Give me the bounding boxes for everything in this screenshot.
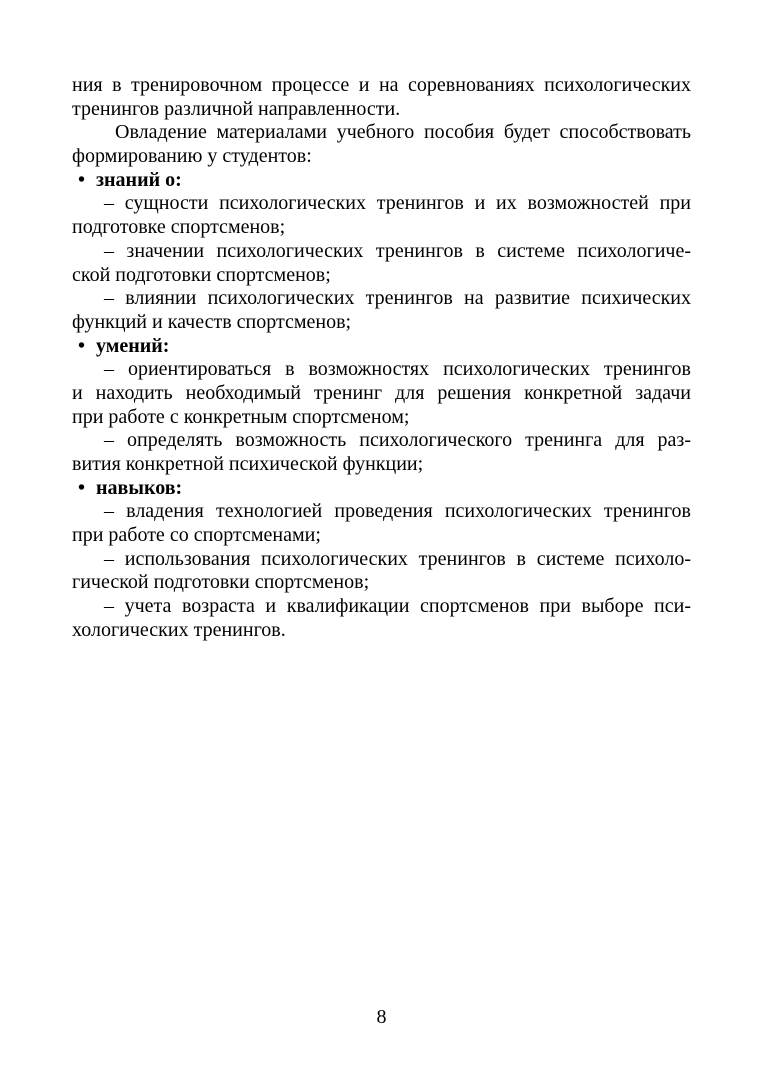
text-line bbox=[72, 500, 691, 524]
bullet-icon: • bbox=[78, 168, 86, 191]
text-line bbox=[72, 145, 691, 169]
text-line bbox=[72, 98, 691, 122]
bullet-icon: • bbox=[78, 476, 86, 499]
text-line-content: – использования психологических тренингов в системе психоло- bbox=[104, 547, 691, 570]
bullet-icon: • bbox=[78, 334, 86, 357]
text-line-content: тренингов различной направленности. bbox=[72, 97, 401, 120]
bullet-item-header bbox=[72, 335, 691, 359]
text-line-content: подготовке спортсменов; bbox=[72, 216, 286, 239]
text-line-content: гической подготовки спортсменов; bbox=[72, 571, 370, 594]
text-line bbox=[72, 74, 691, 98]
text-line bbox=[72, 192, 691, 216]
text-line bbox=[72, 358, 691, 382]
text-line-content: ния в тренировочном процессе и на соревнованиях психологических bbox=[72, 74, 691, 96]
text-line-content: при работе со спортсменами; bbox=[72, 524, 321, 547]
text-line-content: – ориентироваться в возможностях психологических тренингов bbox=[104, 358, 691, 381]
text-line-content: при работе с конкретным спортсменом; bbox=[72, 405, 410, 428]
page-number: 8 bbox=[376, 1006, 387, 1028]
text-line bbox=[72, 429, 691, 453]
text-line bbox=[72, 595, 691, 619]
text-line-content: – владения технологией проведения психологических тренингов bbox=[104, 500, 691, 523]
text-line-content: – влиянии психологических тренингов на развитие психических bbox=[104, 287, 691, 310]
bullet-item-header bbox=[72, 169, 691, 193]
bullet-item-label: умений: bbox=[96, 334, 170, 357]
text-line bbox=[72, 571, 691, 595]
text-line-content: функций и качеств спортсменов; bbox=[72, 310, 352, 333]
text-line-content: хологических тренингов. bbox=[72, 618, 286, 641]
bullet-item-label: знаний о: bbox=[96, 168, 182, 191]
page-footer bbox=[0, 1006, 763, 1030]
text-line bbox=[72, 453, 691, 477]
text-line bbox=[72, 524, 691, 548]
text-line-content: – учета возраста и квалификации спортсменов при выборе пси- bbox=[104, 595, 691, 618]
bullet-item-header bbox=[72, 477, 691, 501]
text-line bbox=[72, 287, 691, 311]
bullet-item-label: навыков: bbox=[96, 476, 183, 499]
text-line bbox=[72, 264, 691, 288]
text-line-content: и находить необходимый тренинг для решения конкретной задачи bbox=[72, 381, 691, 404]
text-block bbox=[72, 74, 691, 643]
text-line bbox=[72, 619, 691, 643]
text-line-content: ской подготовки спортсменов; bbox=[72, 263, 331, 286]
text-line-content: – определять возможность психологического тренинга для раз- bbox=[104, 429, 691, 452]
text-line bbox=[72, 548, 691, 572]
text-line bbox=[72, 121, 691, 145]
text-line bbox=[72, 311, 691, 335]
text-line bbox=[72, 216, 691, 240]
text-line bbox=[72, 382, 691, 406]
text-line-content: Овладение материалами учебного пособия будет способствовать bbox=[115, 121, 691, 144]
text-line-content: вития конкретной психической функции; bbox=[72, 453, 424, 475]
text-line bbox=[72, 406, 691, 430]
text-line-content: – сущности психологических тренингов и их возможностей при bbox=[104, 192, 691, 215]
text-line bbox=[72, 240, 691, 264]
text-line-content: – значении психологических тренингов в системе психологиче- bbox=[104, 239, 691, 262]
text-line-content: формированию у студентов: bbox=[72, 145, 312, 168]
